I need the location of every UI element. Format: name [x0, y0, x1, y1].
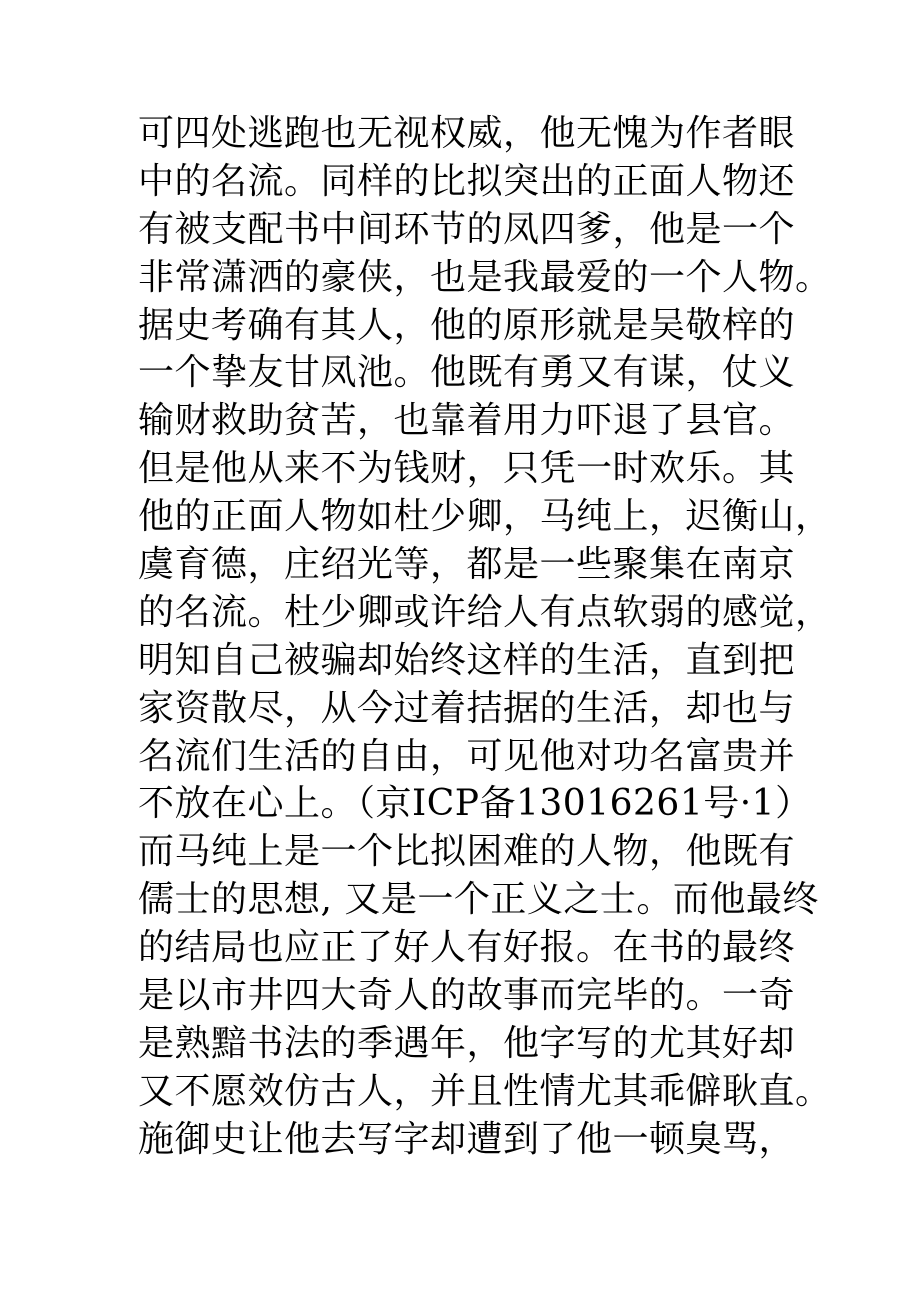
text-line: 的名流。杜少卿或许给人有点软弱的感觉， [138, 591, 832, 633]
text-line: 是以市井四大奇人的故事而完毕的。一奇 [138, 975, 796, 1017]
text-line: 虞育德，庄绍光等，都是一些聚集在南京 [138, 544, 796, 586]
text-line: 儒士的思想, 又是一个正义之士。而他最终 [138, 879, 819, 921]
text-line: 家资散尽，从今过着拮据的生活，却也与 [138, 687, 796, 729]
text-line: 中的名流。同样的比拟突出的正面人物还 [138, 160, 796, 202]
text-line: 名流们生活的自由，可见他对功名富贵并 [138, 735, 796, 777]
text-line: 施御史让他去写字却遭到了他一顿臭骂， [138, 1118, 796, 1160]
text-line: 可四处逃跑也无视权威，他无愧为作者眼 [138, 113, 796, 154]
text-line: 又不愿效仿古人，并且性情尤其乖僻耿直。 [138, 1070, 832, 1112]
text-line: 而马纯上是一个比拟困难的人物，他既有 [138, 831, 796, 873]
text-line: 输财救助贫苦，也靠着用力吓退了县官。 [138, 400, 796, 442]
text-line: 据史考确有其人，他的原形就是吴敬梓的 [138, 304, 796, 346]
text-line: 非常潇洒的豪侠，也是我最爱的一个人物。 [138, 256, 832, 298]
text-line: 的结局也应正了好人有好报。在书的最终 [138, 927, 796, 969]
text-line: 不放在心上。（京ICP备13016261号·1） [138, 783, 812, 825]
text-line: 是熟黯书法的季遇年，他字写的尤其好却 [138, 1022, 796, 1064]
text-line: 明知自己被骗却始终这样的生活，直到把 [138, 639, 796, 681]
text-line: 有被支配书中间环节的凤四爹，他是一个 [138, 208, 796, 250]
text-line: 一个挚友甘凤池。他既有勇又有谋，仗义 [138, 352, 796, 394]
text-line: 但是他从来不为钱财，只凭一时欢乐。其 [138, 448, 796, 490]
body-text [138, 110, 832, 1164]
text-line: 他的正面人物如杜少卿，马纯上，迟衡山， [138, 496, 832, 538]
